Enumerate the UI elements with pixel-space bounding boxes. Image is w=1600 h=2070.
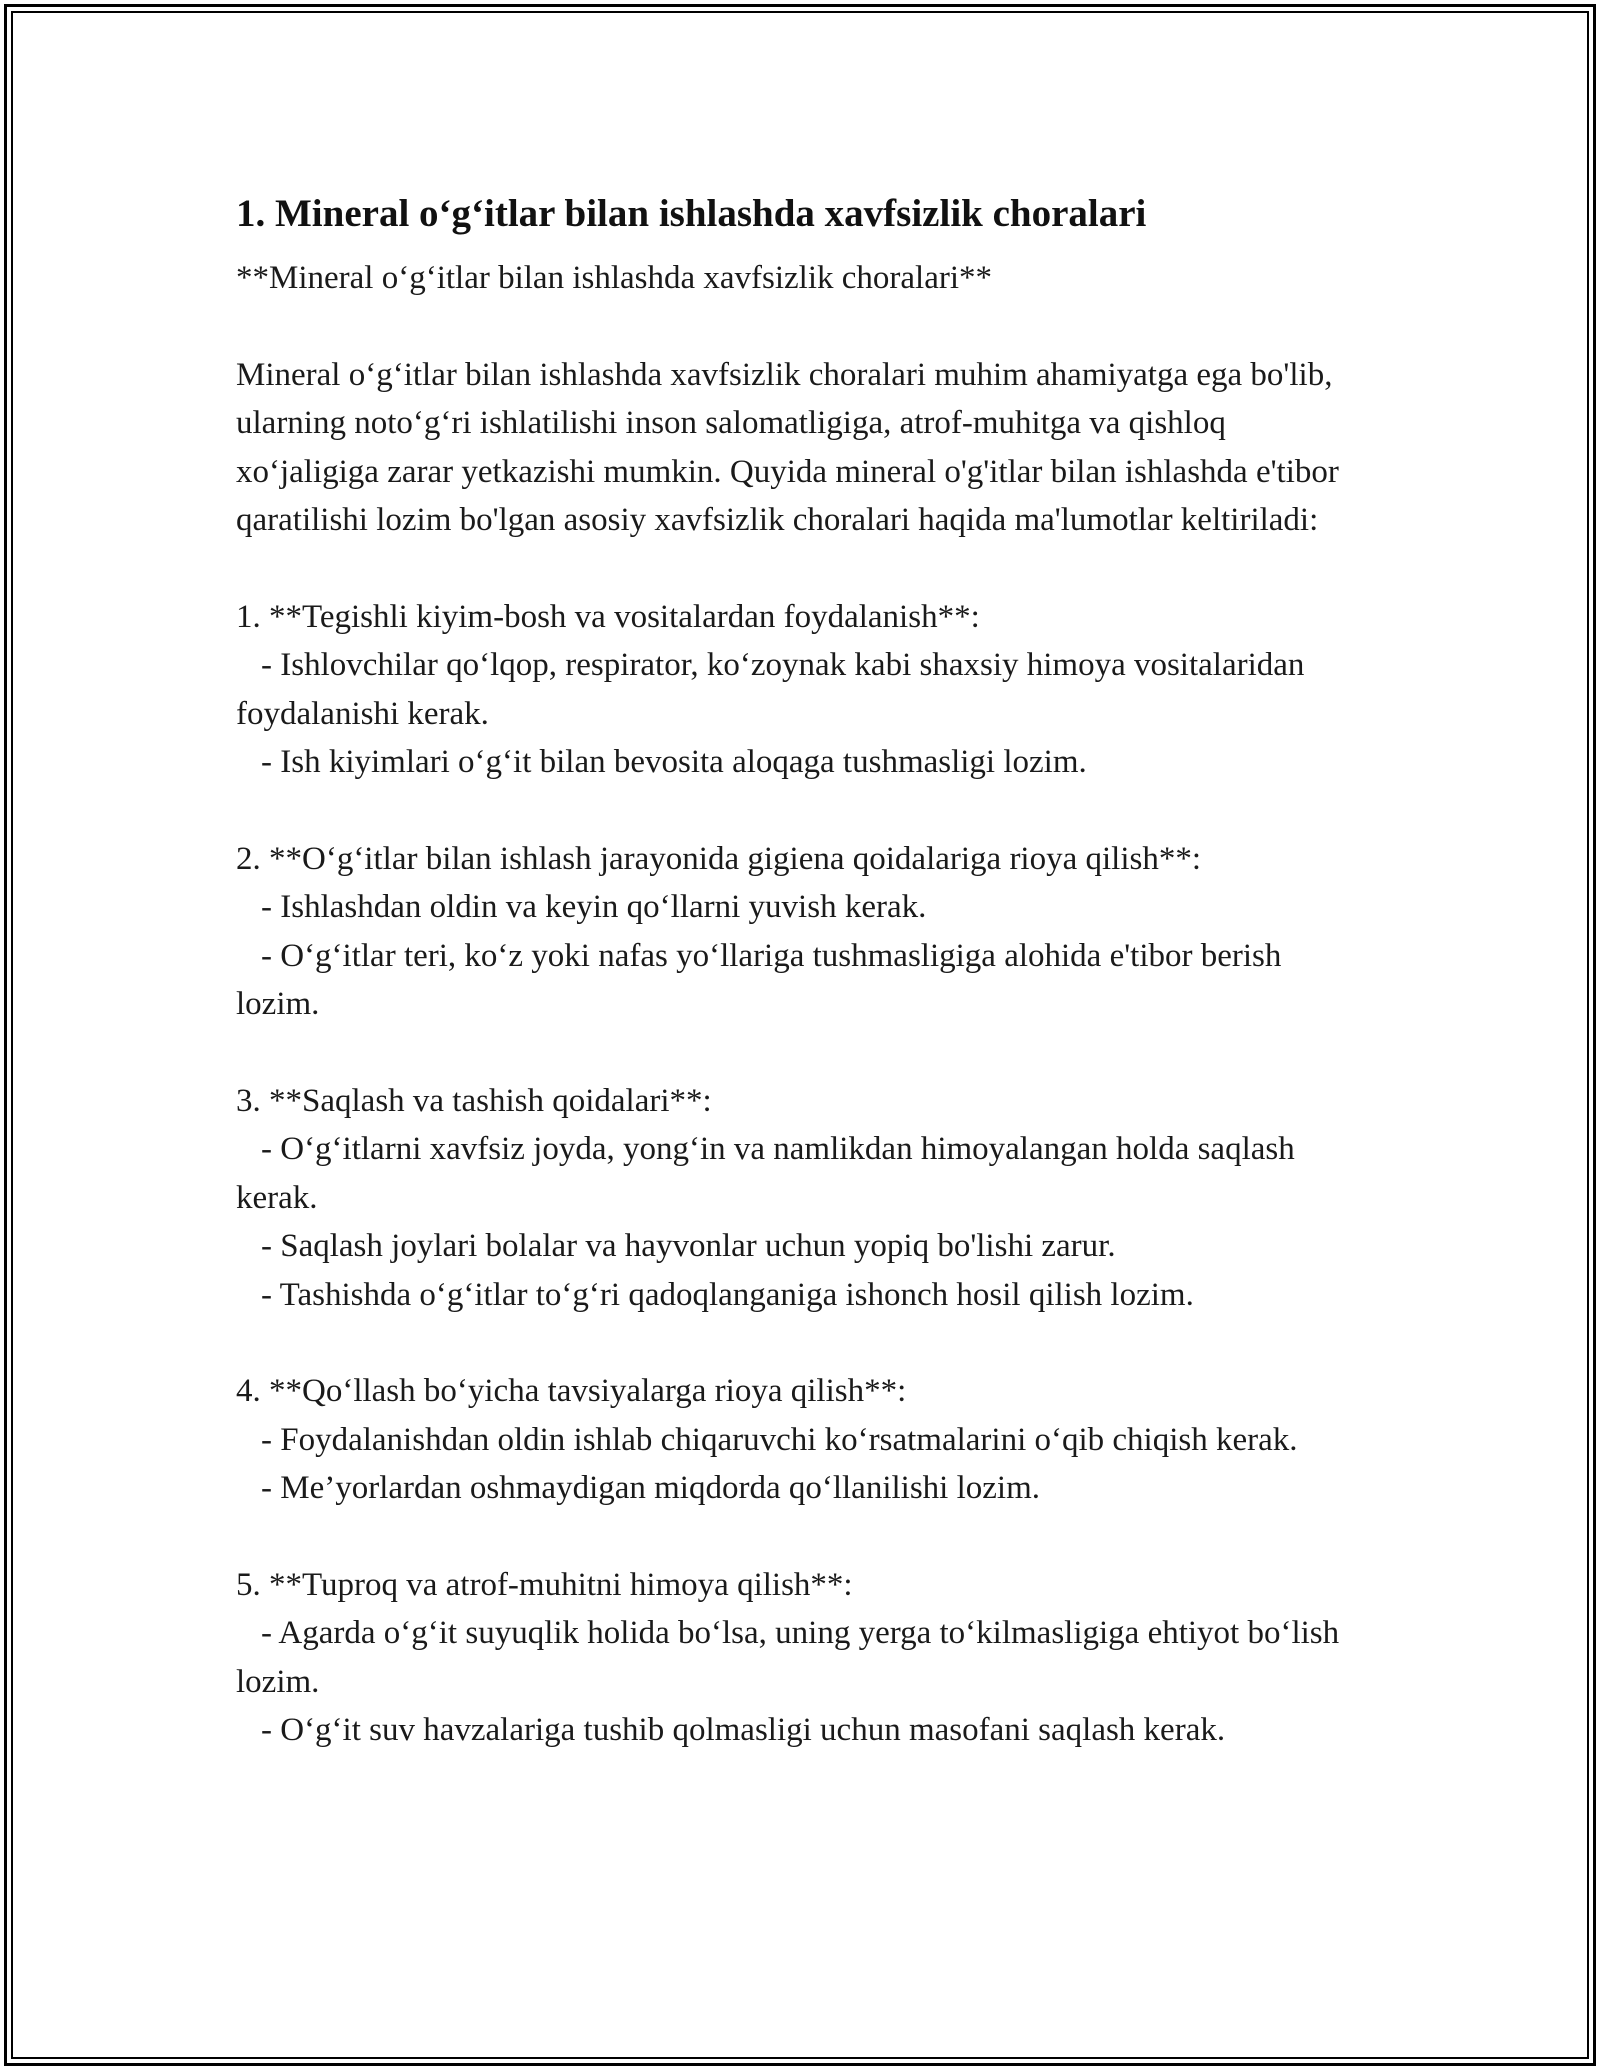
section-title: 5. **Tuproq va atrof-muhitni himoya qilish**:	[236, 1566, 853, 1603]
document-heading: 1. Mineral o‘g‘itlar bilan ishlashda xavfsizlik choralari	[236, 192, 1147, 235]
list-item: - Agarda o‘g‘it suyuqlik holida bo‘lsa, uning yerga to‘kilmasligiga ehtiyot bo‘lish lozim.	[236, 1615, 1340, 1700]
section-protective-clothing	[236, 593, 1366, 787]
section-storage-transport	[236, 1077, 1366, 1320]
list-item: - O‘g‘itlarni xavfsiz joyda, yong‘in va namlikdan himoyalangan holda saqlash kerak.	[236, 1131, 1295, 1216]
document-body	[236, 188, 1366, 1803]
list-item: - Foydalanishdan oldin ishlab chiqaruvchi ko‘rsatmalarini o‘qib chiqish kerak.	[261, 1421, 1298, 1458]
list-item: - Ishlashdan oldin va keyin qo‘llarni yuvish kerak.	[261, 889, 927, 925]
list-item: - Ishlovchilar qo‘lqop, respirator, ko‘zoynak kabi shaxsiy himoya vositalaridan foydalanishi kerak.	[236, 647, 1305, 732]
list-item: - Saqlash joylari bolalar va hayvonlar uchun yopiq bo'lishi zarur.	[261, 1228, 1116, 1264]
section-title: 1. **Tegishli kiyim-bosh va vositalardan foydalanish**:	[236, 598, 980, 635]
section-title: 2. **O‘g‘itlar bilan ishlash jarayonida gigiena qoidalariga rioya qilish**:	[236, 840, 1202, 877]
section-title: 4. **Qo‘llash bo‘yicha tavsiyalarga rioya qilish**:	[236, 1373, 907, 1409]
section-application	[236, 1367, 1366, 1513]
intro-paragraph: Mineral o‘g‘itlar bilan ishlashda xavfsizlik choralari muhim ahamiyatga ega bo'lib, ularning noto‘g‘ri ishlatilishi inson salomatligiga, atrof-muhitga va qishloq xo‘jaligiga zarar yetkazishi mumkin. Quyida mineral o'g'itlar bilan ishlashda e'tibor qaratilishi lozim bo'lgan asosiy xavfsizlik choralari haqida ma'lumotlar keltiriladi:	[236, 356, 1339, 538]
list-item: - Ish kiyimlari o‘g‘it bilan bevosita aloqaga tushmasligi lozim.	[261, 744, 1087, 780]
list-item: - Me’yorlardan oshmaydigan miqdorda qo‘llanilishi lozim.	[261, 1470, 1040, 1506]
list-item: - O‘g‘it suv havzalariga tushib qolmasligi uchun masofani saqlash kerak.	[261, 1712, 1226, 1748]
document-subtitle: **Mineral o‘g‘itlar bilan ishlashda xavfsizlik choralari**	[236, 260, 993, 296]
list-item: - O‘g‘itlar teri, ko‘z yoki nafas yo‘llariga tushmasligiga alohida e'tibor berish lozim.	[236, 937, 1282, 1022]
section-hygiene	[236, 835, 1366, 1029]
list-item: - Tashishda o‘g‘itlar to‘g‘ri qadoqlanganiga ishonch hosil qilish lozim.	[261, 1276, 1194, 1313]
section-environment	[236, 1561, 1366, 1755]
section-title: 3. **Saqlash va tashish qoidalari**:	[236, 1082, 712, 1119]
